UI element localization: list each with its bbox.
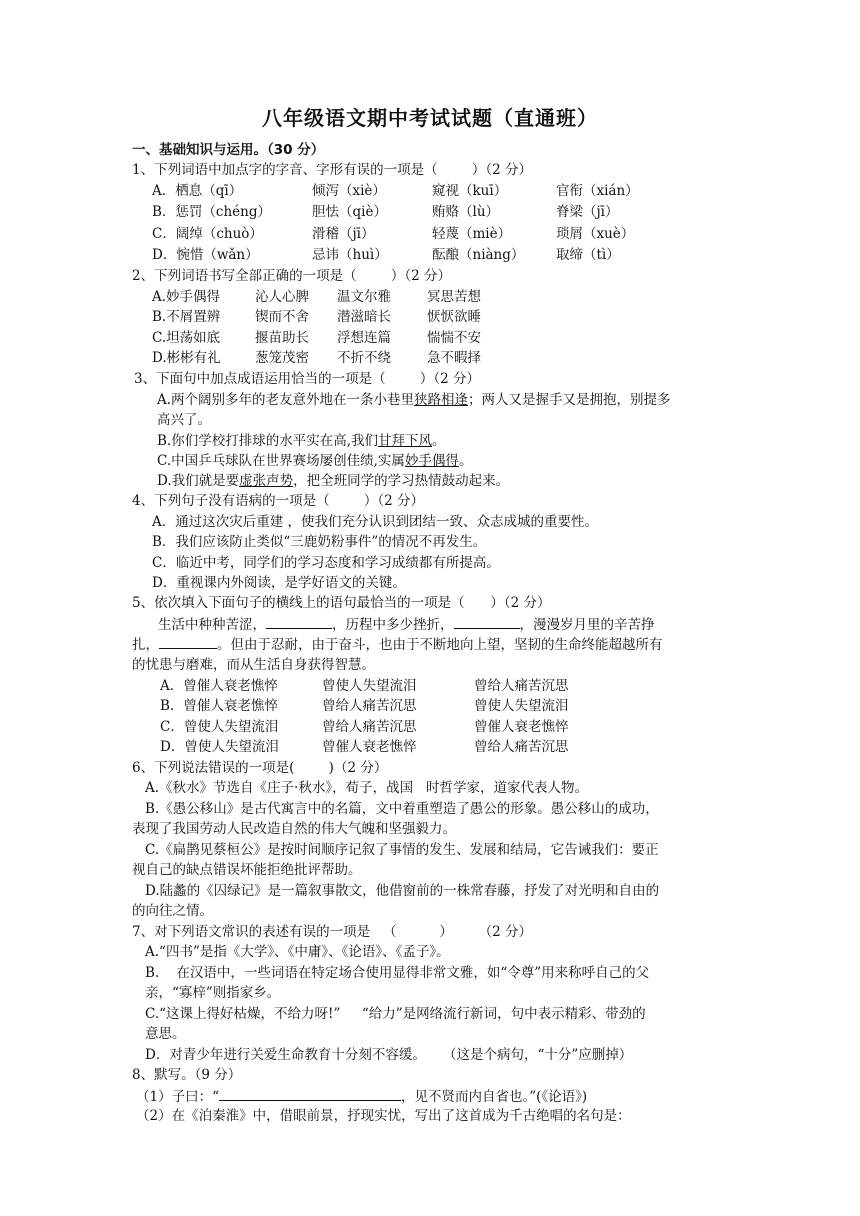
q8-item-2: （2）在《泊秦淮》中，借眼前景，抒现实忧，写出了这首成为千古绝唱的名句是：	[136, 1108, 631, 1124]
q2-a-4: 冥思苦想	[427, 289, 481, 305]
q5-d-2: 曾催人衰老憔悴	[322, 739, 417, 755]
q5-blank-1	[266, 614, 332, 629]
section-heading: 一、基础知识与运用。（30 分）	[132, 142, 325, 158]
q3-idiom-c: 妙手偶得	[404, 453, 459, 469]
question-8-stem: 8、默写。（9 分）	[132, 1067, 242, 1083]
q1-d-4: 取缔（tì）	[556, 247, 620, 263]
q2-c-4: 惴惴不安	[427, 330, 481, 346]
q2-d-1: D.彬彬有礼	[152, 350, 221, 366]
question-3-stem: 3、下面句中加点成语运用恰当的一项是（ ）（2 分）	[134, 371, 481, 387]
q3-idiom-a: 狭路相逢	[414, 392, 469, 408]
q5-a-3: 曾给人痛苦沉思	[474, 678, 569, 694]
q7-option-c: C.“这课上得好枯燥，不给力呀!” “给力”是网络流行新词，句中表示精彩、带劲的	[145, 1006, 646, 1022]
q1-d-2: 忌讳（huì）	[312, 247, 388, 263]
q7-option-b-cont: 亲，“寡梓”则指家乡。	[145, 985, 281, 1001]
q6-option-c-cont: 视自己的缺点错误坏能拒绝批评帮助。	[132, 862, 362, 878]
q1-d-1: D．惋惜（wǎn）	[152, 247, 259, 263]
q3-idiom-b: 甘拜下风	[378, 433, 433, 449]
q4-option-c: C．临近中考，同学们的学习态度和学习成绩都有所提高。	[152, 555, 500, 571]
q1-b-1: B．惩罚（chéng）	[152, 204, 272, 220]
q2-d-3: 不折不绕	[337, 350, 391, 366]
q5-a-2: 曾使人失望流泪	[322, 678, 417, 694]
q5-passage-line-3: 的忧患与磨难，而从生活自身获得智慧。	[132, 657, 375, 673]
q5-b-2: 曾给人痛苦沉思	[322, 698, 417, 714]
q3-option-a-cont: 高兴了。	[157, 412, 211, 428]
q1-c-1: C．阔绰（chuò）	[152, 226, 263, 242]
q7-option-d: D．对青少年进行关爱生命教育十分刻不容缓。 （这是个病句，“十分”应删掉）	[145, 1047, 633, 1063]
question-7-stem: 7、对下列语文常识的表述有误的一项是 （ ） （2 分）	[132, 924, 533, 940]
q5-c-1: C．曾使人失望流泪	[160, 719, 279, 735]
q6-option-c: C.《扁鹊见蔡桓公》是按时间顺序记叙了事情的发生、发展和结局，它告诫我们：要正	[145, 842, 659, 858]
q2-d-4: 急不暇择	[427, 350, 481, 366]
q2-b-3: 潜滋暗长	[337, 309, 391, 325]
page-title: 八年级语文期中考试试题（直通班）	[262, 106, 598, 130]
q2-a-2: 沁人心脾	[255, 289, 309, 305]
q2-c-2: 揠苗助长	[255, 330, 309, 346]
q1-a-4: 官衔（xián）	[556, 183, 639, 199]
q5-c-2: 曾给人痛苦沉思	[322, 719, 417, 735]
q6-option-b-cont: 表现了我国劳动人民改造自然的伟大气魄和坚强毅力。	[132, 821, 456, 837]
question-4-stem: 4、下列句子没有语病的一项是（ ）（2 分）	[132, 493, 425, 509]
q2-c-1: C.坦荡如底	[152, 330, 221, 346]
q6-option-a: A.《秋水》节选自《庄子·秋水》，荀子，战国 时哲学家，道家代表人物。	[145, 780, 588, 796]
q6-option-b: B.《愚公移山》是古代寓言中的名篇，文中着重塑造了愚公的形象。愚公移山的成功，	[145, 801, 659, 817]
q1-b-3: 贿赂（lù）	[432, 204, 500, 220]
q2-d-2: 葱笼茂密	[255, 350, 309, 366]
q2-b-4: 恹恹欲睡	[427, 309, 481, 325]
question-2-stem: 2、下列词语书写全部正确的一项是（ ）（2 分）	[132, 268, 452, 284]
q4-option-d: D．重视课内外阅读，是学好语文的关键。	[152, 575, 406, 591]
q4-option-b: B．我们应该防止类似“三鹿奶粉事件”的情况不再发生。	[152, 534, 487, 550]
q2-b-1: B.不屑置辨	[152, 309, 221, 325]
q6-option-d: D.陆蠡的《囚绿记》是一篇叙事散文，他借窗前的一株常春藤，抒发了对光明和自由的	[145, 883, 660, 899]
q5-passage-line-1: 生活中种种苦涩， ，历程中多少挫折， ，漫漫岁月里的辛苦挣	[158, 614, 655, 635]
q3-option-b: B.你们学校打排球的水平实在高,我们甘拜下风。	[157, 433, 446, 449]
q1-c-3: 轻蔑（miè）	[432, 226, 512, 242]
q7-option-a: A.“四书”是指《大学》、《中庸》、《论语》、《孟子》。	[145, 944, 450, 960]
q5-b-1: B．曾催人衰老憔悴	[160, 698, 278, 714]
q1-c-2: 滑稽（jī）	[312, 226, 375, 242]
q2-a-3: 温文尔雅	[337, 289, 391, 305]
q1-d-3: 酝酿（niàng）	[432, 247, 525, 263]
q5-c-3: 曾催人衰老憔悴	[474, 719, 569, 735]
q5-blank-2	[454, 614, 520, 629]
q3-option-c: C.中国乒乓球队在世界赛场屡创佳绩,实属妙手偶得。	[157, 453, 473, 469]
q3-option-d: D.我们就是要虚张声势，把全班同学的学习热情鼓动起来。	[157, 473, 510, 489]
q8-item-1: （1）子曰：“ ，见不贤而内自省也。”(《论语》)	[136, 1086, 587, 1107]
q5-d-3: 曾给人痛苦沉思	[474, 739, 569, 755]
question-6-stem: 6、下列说法错误的一项是( )（2 分）	[132, 760, 388, 776]
q2-b-2: 锲而不舍	[255, 309, 309, 325]
q5-blank-3	[159, 634, 217, 649]
q5-passage-line-2: 扎， 。但由于忍耐，由于奋斗，也由于不断地向上望，坚韧的生命终能超越所有	[132, 634, 663, 655]
q3-option-a: A.两个阔别多年的老友意外地在一条小巷里狭路相逢；两人又是握手又是拥抱，别提多	[157, 392, 671, 408]
q5-a-1: A．曾催人衰老憔悴	[160, 678, 278, 694]
q1-c-4: 琐屑（xuè）	[556, 226, 635, 242]
q1-a-2: 倾泻（xiè）	[312, 183, 386, 199]
q3-idiom-d: 虚张声势	[239, 473, 294, 489]
q5-b-3: 曾使人失望流泪	[474, 698, 569, 714]
q1-b-2: 胆怯（qiè）	[312, 204, 387, 220]
q1-a-1: A．栖息（qī）	[152, 183, 243, 199]
q2-c-3: 浮想连篇	[337, 330, 391, 346]
q7-option-b: B. 在汉语中，一些词语在特定场合使用显得非常文雅，如“令尊”用来称呼自己的父	[145, 965, 650, 981]
q8-blank-1	[219, 1086, 401, 1101]
q5-d-1: D．曾使人失望流泪	[160, 739, 279, 755]
q2-a-1: A.妙手偶得	[152, 289, 221, 305]
q6-option-d-cont: 的向往之情。	[132, 903, 213, 919]
q4-option-a: A．通过这次灾后重建 ，使我们充分认识到团结一致、众志成城的重要性。	[152, 514, 599, 530]
question-1-stem: 1、下列词语中加点字的字音、字形有误的一项是（ ）（2 分）	[132, 162, 533, 178]
question-5-stem: 5、依次填入下面句子的横线上的语句最恰当的一项是（ ）（2 分）	[132, 595, 551, 611]
q7-option-c-cont: 意思。	[145, 1026, 186, 1042]
q1-b-4: 脊梁（jī）	[556, 204, 619, 220]
q1-a-3: 窥视（kuī）	[432, 183, 508, 199]
